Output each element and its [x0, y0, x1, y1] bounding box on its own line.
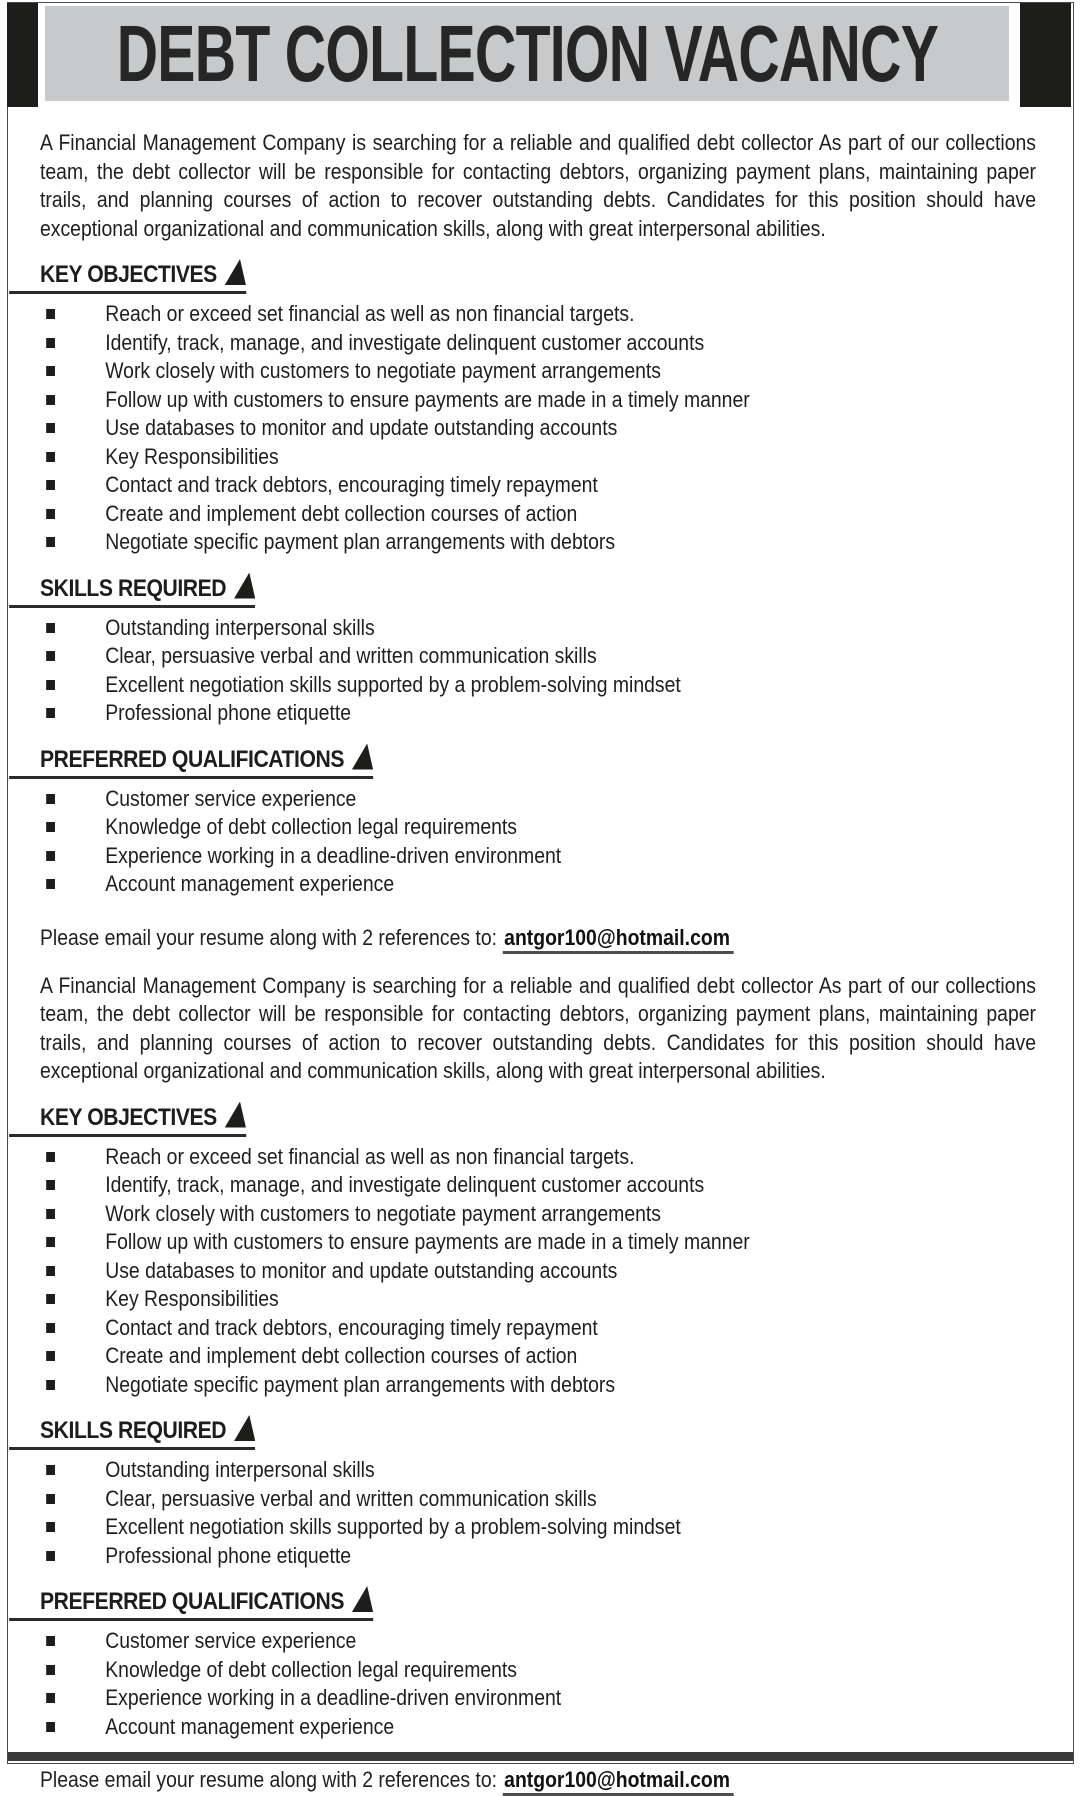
section-skills-required: [40, 573, 1036, 728]
list-item-text: Outstanding interpersonal skills: [105, 614, 375, 640]
list-item: [40, 1257, 1036, 1286]
flag-triangle-icon: [352, 744, 373, 770]
list-item: [40, 813, 1036, 842]
list-item-text: Excellent negotiation skills supported by a problem-solving mindset: [105, 671, 681, 697]
contact-email-link[interactable]: antgor100@hotmail.com: [502, 925, 733, 954]
flag-triangle-icon: [352, 1586, 373, 1612]
list-item: [40, 1314, 1036, 1343]
list-item: [40, 842, 1036, 871]
bullet-square-icon: [46, 1351, 55, 1361]
bullet-square-icon: [46, 623, 55, 633]
bullet-square-icon: [46, 1722, 55, 1732]
list-item: [40, 471, 1036, 500]
section-preferred-qualifications: [40, 1586, 1036, 1741]
list-item: [40, 300, 1036, 329]
vacancy-block-2: [40, 972, 1036, 1795]
list-item: [40, 1171, 1036, 1200]
list-item-text: Reach or exceed set financial as well as non financial targets.: [105, 1143, 635, 1169]
list-item-text: Use databases to monitor and update outstanding accounts: [105, 1257, 618, 1283]
list-item-text: Professional phone etiquette: [105, 700, 352, 725]
bullet-square-icon: [46, 1180, 55, 1190]
header-right-black-block: [1020, 3, 1071, 107]
contact-email-link[interactable]: antgor100@hotmail.com: [502, 1767, 733, 1796]
section-heading-label: KEY OBJECTIVES: [40, 261, 217, 288]
section-preferred-qualifications: [40, 744, 1036, 899]
bullet-square-icon: [46, 1152, 55, 1162]
bullet-square-icon: [46, 1294, 55, 1304]
contact-prefix: Please email your resume along with 2 references to:: [40, 924, 497, 950]
list-item: [40, 614, 1036, 643]
list-item: [40, 1228, 1036, 1257]
bullet-square-icon: [46, 423, 55, 433]
bullet-square-icon: [46, 1465, 55, 1475]
list-item: [40, 357, 1036, 386]
section-heading: [9, 573, 255, 608]
bullet-square-icon: [46, 1380, 55, 1390]
list-item-text: Customer service experience: [105, 785, 357, 811]
title-banner: [45, 6, 1009, 101]
list-item-text: Negotiate specific payment plan arrangements with debtors: [105, 1371, 616, 1397]
list-item-text: Key Responsibilities: [105, 1286, 279, 1311]
list-item: [40, 1627, 1036, 1656]
list-item-text: Experience working in a deadline-driven environment: [105, 1685, 562, 1710]
list-item: [40, 329, 1036, 358]
bullet-square-icon: [46, 395, 55, 405]
bullet-square-icon: [46, 651, 55, 661]
list-item-text: Work closely with customers to negotiate payment arrangements: [105, 1200, 661, 1226]
list-item-text: Create and implement debt collection courses of action: [105, 500, 578, 526]
list-item-text: Clear, persuasive verbal and written communication skills: [105, 643, 597, 668]
list-item: [40, 699, 1036, 728]
bullet-square-icon: [46, 1494, 55, 1504]
preferred-qualifications-list: [40, 1627, 1036, 1741]
intro-paragraph: A Financial Management Company is searching for a reliable and qualified debt collector As part of our collections team, the debt collector will be responsible for contacting debtors, organizing payment plans, maintaining paper trails, and planning courses of action to recover outstanding debts. Candidates for this position should have exceptional organizational and communication skills, along with great interpersonal abilities.: [40, 130, 1036, 241]
section-key-objectives: [40, 259, 1036, 557]
bullet-square-icon: [46, 879, 55, 889]
list-item-text: Negotiate specific payment plan arrangements with debtors: [105, 529, 616, 554]
bullet-square-icon: [46, 509, 55, 519]
flag-triangle-icon: [225, 1102, 246, 1128]
list-item: [40, 443, 1036, 472]
key-objectives-list: [40, 300, 1036, 557]
list-item: [40, 386, 1036, 415]
header-left-black-block: [7, 3, 38, 107]
document-page: [7, 2, 1074, 1792]
list-item-text: Create and implement debt collection courses of action: [105, 1343, 578, 1368]
intro-paragraph: A Financial Management Company is searching for a reliable and qualified debt collector As part of our collections team, the debt collector will be responsible for contacting debtors, organizing payment plans, maintaining paper trails, and planning courses of action to recover outstanding debts. Candidates for this position should have exceptional organizational and communication skills, along with great interpersonal abilities.: [40, 972, 1036, 1083]
flag-triangle-icon: [225, 259, 246, 285]
list-item: [40, 870, 1036, 899]
bullet-square-icon: [46, 452, 55, 462]
list-item: [40, 671, 1036, 700]
list-item-text: Follow up with customers to ensure payments are made in a timely manner: [105, 386, 750, 412]
list-item: [40, 1713, 1036, 1742]
list-item-text: Customer service experience: [105, 1628, 357, 1653]
list-item: [40, 1485, 1036, 1514]
flag-triangle-icon: [234, 1415, 255, 1441]
contact-line: [40, 1765, 1036, 1794]
bullet-square-icon: [46, 1237, 55, 1247]
section-heading-label: KEY OBJECTIVES: [40, 1103, 217, 1131]
list-item: [40, 1513, 1036, 1542]
section-heading: [9, 259, 246, 294]
list-item-text: Account management experience: [105, 871, 395, 896]
list-item: [40, 1200, 1036, 1229]
section-heading: [9, 1415, 255, 1450]
section-heading: [9, 1586, 373, 1621]
section-skills-required: [40, 1415, 1036, 1570]
list-item: [40, 528, 1036, 557]
bullet-square-icon: [46, 1209, 55, 1219]
section-heading-label: SKILLS REQUIRED: [40, 1417, 227, 1444]
list-item-text: Work closely with customers to negotiate payment arrangements: [105, 358, 661, 383]
list-item-text: Knowledge of debt collection legal requirements: [105, 814, 518, 839]
skills-required-list: [40, 614, 1036, 728]
section-heading-label: PREFERRED QUALIFICATIONS: [40, 745, 345, 773]
section-key-objectives: [40, 1102, 1036, 1400]
section-heading-label: SKILLS REQUIRED: [40, 574, 227, 602]
key-objectives-list: [40, 1143, 1036, 1400]
page-title: DEBT COLLECTION VACANCY: [116, 9, 938, 98]
list-item-text: Account management experience: [105, 1713, 395, 1739]
list-item-text: Experience working in a deadline-driven environment: [105, 842, 562, 868]
bullet-square-icon: [46, 1522, 55, 1532]
bullet-square-icon: [46, 480, 55, 490]
list-item-text: Clear, persuasive verbal and written communication skills: [105, 1485, 597, 1511]
list-item-text: Follow up with customers to ensure payments are made in a timely manner: [105, 1229, 750, 1254]
list-item-text: Outstanding interpersonal skills: [105, 1457, 375, 1482]
bottom-bar: [8, 1752, 1073, 1761]
bullet-square-icon: [46, 794, 55, 804]
masthead: [8, 3, 1073, 109]
preferred-qualifications-list: [40, 785, 1036, 899]
flag-triangle-icon: [234, 573, 255, 599]
list-item-text: Contact and track debtors, encouraging timely repayment: [105, 472, 598, 497]
bullet-square-icon: [46, 1323, 55, 1333]
list-item: [40, 1143, 1036, 1172]
list-item: [40, 1342, 1036, 1371]
bullet-square-icon: [46, 1266, 55, 1276]
contact-prefix: Please email your resume along with 2 references to:: [40, 1767, 497, 1792]
list-item: [40, 1542, 1036, 1571]
bullet-square-icon: [46, 537, 55, 547]
list-item: [40, 1456, 1036, 1485]
bullet-square-icon: [46, 1665, 55, 1675]
list-item-text: Excellent negotiation skills supported by a problem-solving mindset: [105, 1514, 681, 1539]
list-item: [40, 1371, 1036, 1400]
bullet-square-icon: [46, 680, 55, 690]
bullet-square-icon: [46, 338, 55, 348]
list-item-text: Contact and track debtors, encouraging timely repayment: [105, 1314, 598, 1340]
list-item: [40, 414, 1036, 443]
list-item-text: Reach or exceed set financial as well as non financial targets.: [105, 301, 635, 326]
bullet-square-icon: [46, 822, 55, 832]
bullet-square-icon: [46, 851, 55, 861]
list-item: [40, 1285, 1036, 1314]
list-item-text: Knowledge of debt collection legal requirements: [105, 1656, 518, 1682]
list-item: [40, 1656, 1036, 1685]
list-item-text: Professional phone etiquette: [105, 1542, 352, 1568]
bullet-square-icon: [46, 309, 55, 319]
list-item-text: Use databases to monitor and update outstanding accounts: [105, 415, 618, 440]
skills-required-list: [40, 1456, 1036, 1570]
vacancy-block-1: [40, 129, 1036, 952]
content-column: [40, 129, 1036, 1794]
contact-line: [40, 923, 1036, 952]
list-item-text: Identify, track, manage, and investigate delinquent customer accounts: [105, 1172, 705, 1197]
bullet-square-icon: [46, 366, 55, 376]
bullet-square-icon: [46, 1551, 55, 1561]
list-item: [40, 1684, 1036, 1713]
bullet-square-icon: [46, 708, 55, 718]
list-item-text: Key Responsibilities: [105, 443, 279, 469]
list-item: [40, 500, 1036, 529]
list-item: [40, 785, 1036, 814]
section-heading: [9, 1102, 246, 1137]
section-heading-label: PREFERRED QUALIFICATIONS: [40, 1588, 345, 1615]
list-item: [40, 642, 1036, 671]
bullet-square-icon: [46, 1636, 55, 1646]
list-item-text: Identify, track, manage, and investigate delinquent customer accounts: [105, 329, 705, 355]
section-heading: [9, 744, 373, 779]
bullet-square-icon: [46, 1693, 55, 1703]
